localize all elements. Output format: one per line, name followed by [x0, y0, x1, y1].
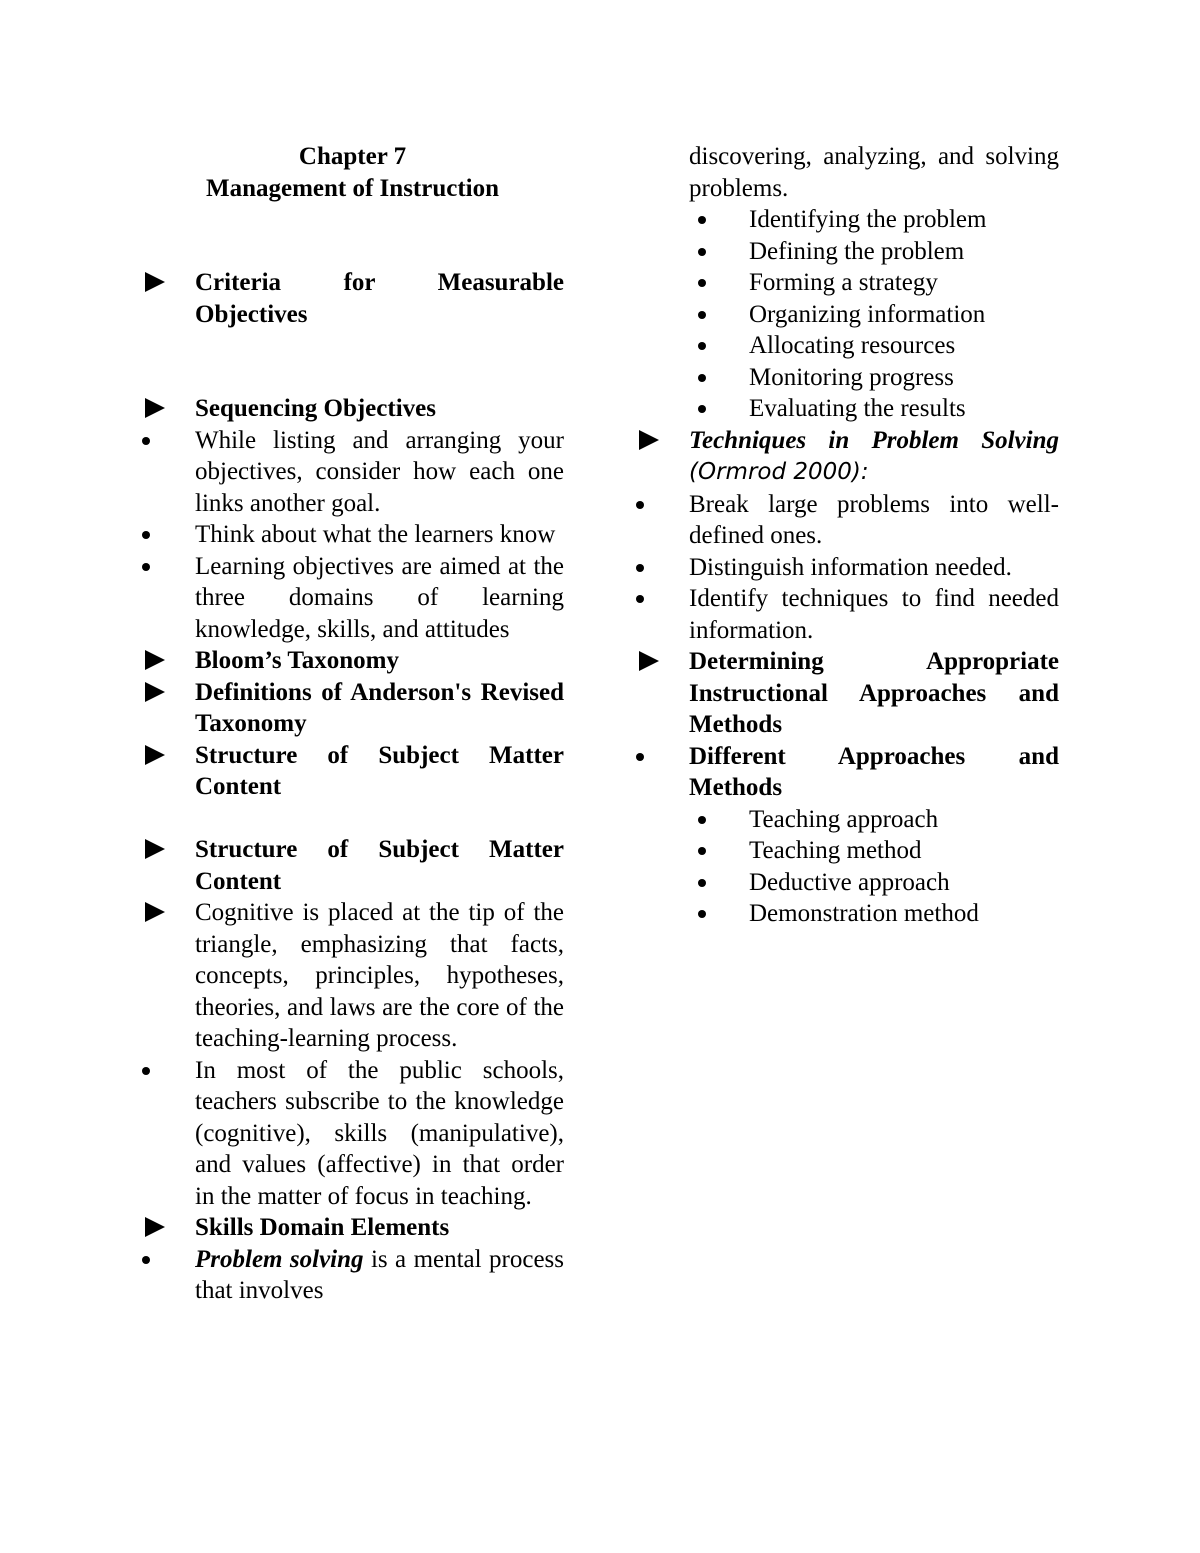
- list-item: Teaching approach: [635, 804, 1059, 836]
- arrow-bullet-icon: [141, 677, 181, 708]
- list-item: Think about what the learners know: [141, 519, 564, 551]
- bullet-icon: [141, 1055, 181, 1086]
- problem-solving-term: Problem solving: [195, 1245, 364, 1273]
- list-item: Allocating resources: [635, 330, 1059, 362]
- list-item: Learning objectives are aimed at the three domains of learning knowledge, skills, and attitudes: [141, 551, 564, 646]
- techniques-heading: Techniques in Problem Solving (Ormrod 2000):: [635, 425, 1059, 489]
- determining-heading: Determining Appropriate Instructional Approaches and Methods: [635, 646, 1059, 741]
- structure-heading: Structure of Subject Matter Content: [141, 740, 564, 803]
- bullet-icon: [698, 204, 718, 235]
- list-item: Teaching method: [635, 835, 1059, 867]
- left-column: [141, 141, 564, 1307]
- list-item: Identify techniques to find needed information.: [635, 583, 1059, 646]
- list-item: Evaluating the results: [635, 393, 1059, 425]
- arrow-bullet-icon: [141, 1212, 181, 1243]
- list-item: Defining the problem: [635, 236, 1059, 268]
- criteria-heading: Criteria for Measurable Objectives: [141, 267, 564, 330]
- list-item: While listing and arranging your objectives, consider how each one links another goal.: [141, 425, 564, 520]
- bullet-icon: [698, 867, 718, 898]
- bullet-icon: [635, 583, 675, 614]
- arrow-bullet-icon: [141, 645, 181, 676]
- bullet-icon: [698, 330, 718, 361]
- bullet-icon: [698, 393, 718, 424]
- list-item: Distinguish information needed.: [635, 552, 1059, 584]
- different-approaches-heading: Different Approaches and Methods: [635, 741, 1059, 804]
- bullet-icon: [698, 362, 718, 393]
- list-item: Break large problems into well-defined ones.: [635, 489, 1059, 552]
- bullet-icon: [635, 489, 675, 520]
- list-item: Identifying the problem: [635, 204, 1059, 236]
- sequencing-heading: Sequencing Objectives: [141, 393, 564, 425]
- structure-heading: Structure of Subject Matter Content: [141, 834, 564, 897]
- bullet-icon: [141, 425, 181, 456]
- right-column: [635, 141, 1059, 930]
- bloom-heading: Bloom’s Taxonomy: [141, 645, 564, 677]
- list-item: Monitoring progress: [635, 362, 1059, 394]
- chapter-heading: Chapter 7: [298, 143, 407, 170]
- citation: (Ormrod 2000):: [689, 459, 869, 485]
- bullet-icon: [698, 299, 718, 330]
- bullet-icon: [141, 519, 181, 550]
- arrow-bullet-icon: [635, 425, 675, 456]
- arrow-bullet-icon: [141, 740, 181, 771]
- bullet-icon: [698, 804, 718, 835]
- problem-solving-item: Problem solving is a mental process that involves: [141, 1244, 564, 1307]
- bullet-icon: [698, 835, 718, 866]
- list-item: Demonstration method: [635, 898, 1059, 930]
- approaches-list: [635, 804, 1059, 930]
- arrow-bullet-icon: [141, 267, 181, 298]
- bullet-icon: [635, 741, 675, 772]
- bullet-icon: [698, 898, 718, 929]
- problem-solving-steps: [635, 204, 1059, 425]
- arrow-bullet-icon: [141, 834, 181, 865]
- arrow-bullet-icon: [141, 897, 181, 928]
- anderson-heading: Definitions of Anderson's Revised Taxonomy: [141, 677, 564, 740]
- skills-heading: Skills Domain Elements: [141, 1212, 564, 1244]
- bullet-icon: [141, 1244, 181, 1275]
- list-item: Deductive approach: [635, 867, 1059, 899]
- bullet-icon: [698, 267, 718, 298]
- bullet-icon: [141, 551, 181, 582]
- list-item: Forming a strategy: [635, 267, 1059, 299]
- arrow-bullet-icon: [141, 393, 181, 424]
- bullet-icon: [698, 236, 718, 267]
- list-item: In most of the public schools, teachers subscribe to the knowledge (cognitive), skills (manipulative), and values (affective) in that order in the matter of focus in teaching.: [141, 1055, 564, 1213]
- problem-solving-continuation: discovering, analyzing, and solving problems.: [689, 143, 1059, 202]
- list-item: Organizing information: [635, 299, 1059, 331]
- chapter-title: Management of Instruction: [205, 174, 500, 202]
- arrow-bullet-icon: [635, 646, 675, 677]
- bullet-icon: [635, 552, 675, 583]
- cognitive-paragraph: Cognitive is placed at the tip of the triangle, emphasizing that facts, concepts, principles, hypotheses, theories, and laws are the core of the teaching-learning process.: [141, 897, 564, 1055]
